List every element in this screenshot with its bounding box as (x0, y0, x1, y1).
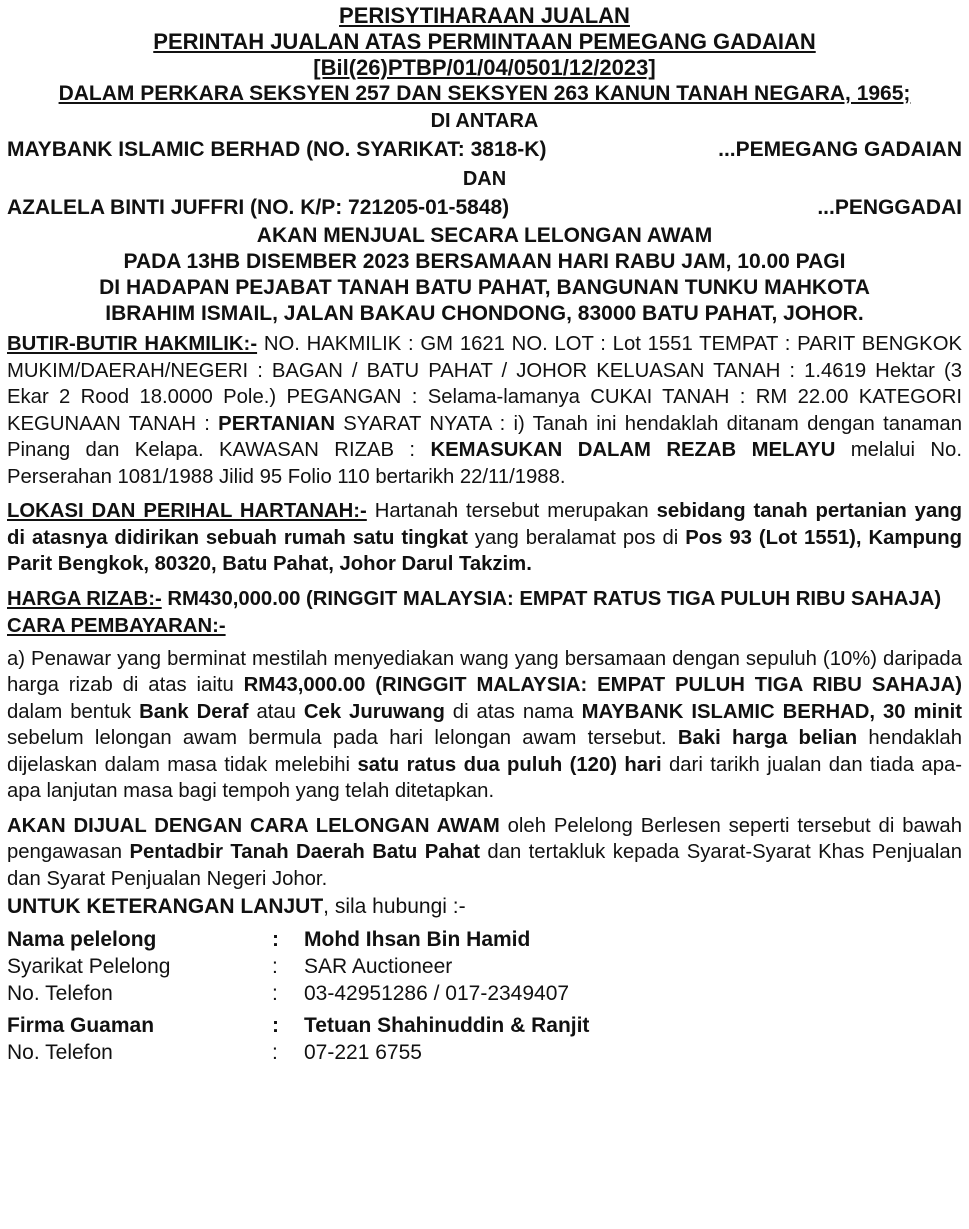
payee-name: MAYBANK ISLAMIC BERHAD, 30 minit (581, 700, 962, 723)
payment-paragraph (7, 646, 962, 805)
law-firm-phone: 07-221 6755 (304, 1040, 422, 1064)
contact-row (7, 980, 589, 1007)
reference-number: [Bil(26)PTBP/01/04/0501/12/2023] (313, 55, 656, 80)
property-address: Pos 93 (Lot 1551), Kampung Parit Bengkok, 80320, Batu Pahat, Johor Darul Takzim. (7, 526, 963, 575)
land-administrator: Pentadbir Tanah Daerah Batu Pahat (129, 841, 480, 863)
auction-statement: AKAN DIJUAL DENGAN CARA LELONGAN AWAM (7, 814, 500, 837)
law-firm-phone-label: No. Telefon (7, 1040, 113, 1064)
and-label: DAN (462, 168, 507, 190)
law-firm-label: Firma Guaman (7, 1013, 155, 1037)
balance-label: Baki harga belian (677, 727, 858, 749)
document-title: PERISYTIHARAAN JUALAN (339, 3, 630, 28)
separator: : (272, 1040, 278, 1064)
payment-text: dari tarikh jualan dan tiada apa-apa lanjutan masa bagi tempoh yang telah ditetapkan. (7, 753, 963, 802)
contact-row (7, 926, 589, 953)
title-details-label: BUTIR-BUTIR HAKMILIK:- (7, 333, 258, 355)
chargee-role: ...PEMEGANG GADAIAN (718, 138, 962, 161)
contact-row (7, 953, 589, 980)
contact-intro-label: UNTUK KETERANGAN LANJUT (7, 895, 324, 918)
reserve-price-value: RM430,000.00 (RINGGIT MALAYSIA: EMPAT RATUS TIGA PULUH RIBU SAHAJA) (161, 587, 942, 610)
property-description: sebidang tanah pertanian yang di atasnya didirikan sebuah rumah satu tingkat (7, 500, 962, 549)
separator: : (272, 927, 279, 951)
auctioneer-phone-label: No. Telefon (7, 981, 113, 1005)
location-text: Hartanah tersebut merupakan (366, 500, 657, 522)
location-paragraph (7, 498, 962, 578)
cashier-cheque: Cek Juruwang (303, 700, 445, 723)
contact-row (7, 1039, 589, 1066)
title-details-reference: melalui No. Perserahan 1081/1988 Jilid 95 Folio 110 bertarikh 22/11/1988. (7, 439, 962, 488)
deposit-amount: RM43,000.00 (RINGGIT MALAYSIA: EMPAT PULUH TIGA RIBU SAHAJA) (243, 674, 962, 696)
contact-intro-text: , sila hubungi :- (323, 895, 466, 918)
title-details-conditions: SYARAT NYATA : i) Tanah ini hendaklah ditanam dengan tanaman Pinang dan Kelapa. KAWASAN RIZAB : (7, 412, 962, 461)
payment-label: CARA PEMBAYARAN:- (7, 615, 226, 637)
payment-text: hendaklah dijelaskan dalam masa tidak melebihi (7, 727, 962, 776)
contact-intro (7, 894, 962, 921)
payment-text: sebelum lelongan awam bermula pada hari lelongan awam tersebut. (7, 727, 678, 749)
law-firm-name: Tetuan Shahinuddin & Ranjit (304, 1013, 590, 1037)
balance-period: satu ratus dua puluh (120) hari (357, 753, 662, 776)
sale-venue-line2: IBRAHIM ISMAIL, JALAN BAKAU CHONDONG, 83000 BATU PAHAT, JOHOR. (105, 302, 864, 325)
auctioneer-name-label: Nama pelelong (7, 927, 157, 951)
auctioneer-company: SAR Auctioneer (304, 954, 453, 978)
auctioneer-name: Mohd Ihsan Bin Hamid (304, 927, 531, 951)
auction-text: dan tertakluk kepada Syarat-Syarat Khas Penjualan dan Syarat Penjualan Negeri Johor. (7, 841, 962, 890)
title-details-text: NO. HAKMILIK : GM 1621 NO. LOT : Lot 1551 TEMPAT : PARIT BENGKOK MUKIM/DAERAH/NEGERI : BAGAN / BATU PAHAT / JOHOR KELUASAN TANAH : 1.4619 Hektar (3 Ekar 2 Rood 18.0000 Pole.) PEGANGAN : Selama-lamanya CUKAI TANAH : RM 22.00 KATEGORI KEGUNAAN TANAH : (7, 333, 963, 435)
sale-announcement: AKAN MENJUAL SECARA LELONGAN AWAM (256, 224, 713, 247)
contact-table (7, 926, 589, 1066)
separator: : (272, 954, 278, 978)
separator: : (272, 981, 278, 1005)
document-subtitle: PERINTAH JUALAN ATAS PERMINTAAN PEMEGANG GADAIAN (153, 29, 816, 54)
location-label: LOKASI DAN PERIHAL HARTANAH:- (7, 500, 367, 522)
reserve-price-paragraph (7, 586, 962, 613)
auction-paragraph (7, 813, 962, 893)
chargor-role: ...PENGGADAI (817, 196, 962, 219)
bank-draft: Bank Deraf (139, 700, 249, 723)
location-text-2: yang beralamat pos di (467, 526, 686, 549)
chargee-name: MAYBANK ISLAMIC BERHAD (NO. SYARIKAT: 3818-K) (7, 138, 547, 161)
payment-heading (7, 613, 962, 640)
sale-date-time: PADA 13HB DISEMBER 2023 BERSAMAAN HARI RABU JAM, 10.00 PAGI (123, 250, 846, 273)
between-label: DI ANTARA (430, 110, 539, 132)
payment-text: a) Penawar yang berminat mestilah menyediakan wang yang bersamaan dengan sepuluh (10%) daripada harga rizab di atas iaitu (7, 647, 962, 696)
separator: : (272, 1013, 279, 1037)
party-chargee (7, 135, 962, 165)
auctioneer-company-label: Syarikat Pelelong (7, 954, 171, 978)
payment-text: dalam bentuk (7, 700, 140, 723)
title-details-paragraph (7, 331, 962, 490)
reserve-area: KEMASUKAN DALAM REZAB MELAYU (430, 439, 836, 461)
auctioneer-phone: 03-42951286 / 017-2349407 (304, 981, 570, 1005)
auction-text: oleh Pelelong Berlesen seperti tersebut di bawah pengawasan (7, 814, 962, 863)
payment-text: atau (248, 700, 304, 723)
reserve-price-label: HARGA RIZAB:- (7, 587, 162, 610)
legal-matter: DALAM PERKARA SEKSYEN 257 DAN SEKSYEN 263 KANUN TANAH NEGARA, 1965; (58, 82, 911, 105)
contact-row (7, 1007, 589, 1039)
party-chargor (7, 193, 962, 223)
chargor-name: AZALELA BINTI JUFFRI (NO. K/P: 721205-01-5848) (7, 196, 510, 219)
sale-venue-line1: DI HADAPAN PEJABAT TANAH BATU PAHAT, BANGUNAN TUNKU MAHKOTA (99, 276, 870, 299)
land-category: PERTANIAN (218, 412, 335, 435)
sale-proclamation-document (7, 0, 962, 1066)
payment-text: di atas nama (444, 700, 582, 723)
